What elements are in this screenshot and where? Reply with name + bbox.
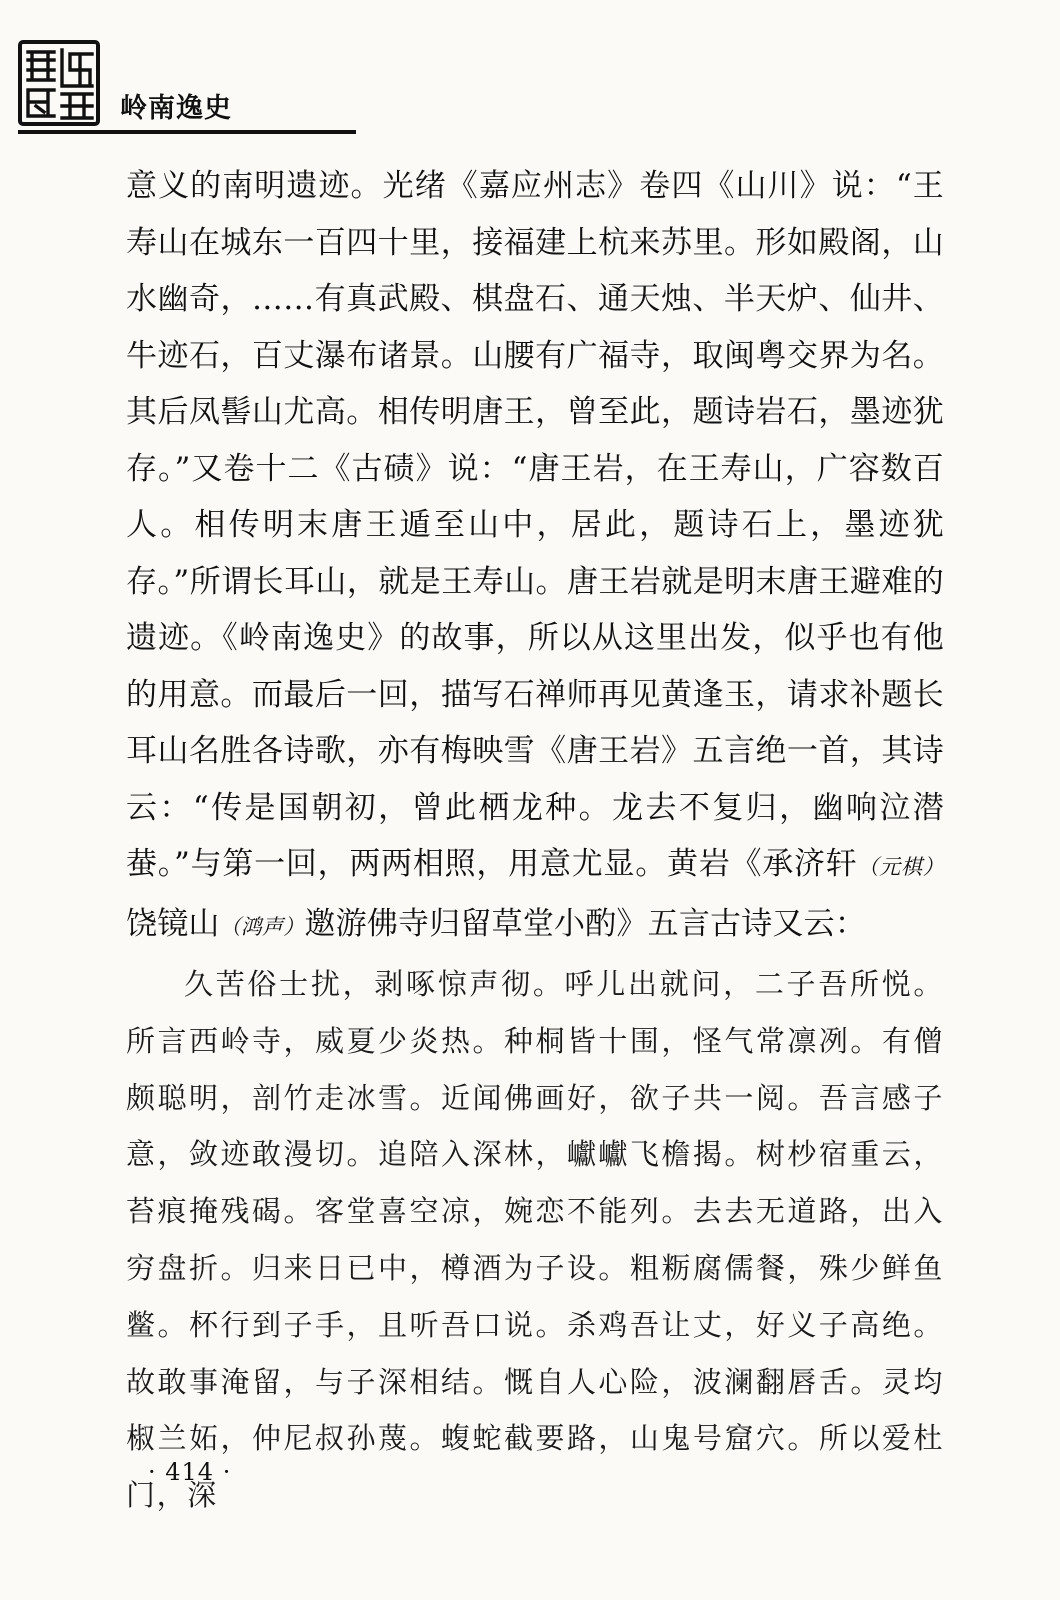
- body-text-part1: 意义的南明遗迹。光绪《嘉应州志》卷四《山川》说：“王寿山在城东一百四十里，接福建上杭来苏里。形如殿阁，山水幽奇，……有真武殿、棋盘石、通天烛、半天炉、仙井、牛迹石，百丈瀑布诸景。山腰有广福寺，取闽粤交界为名。其后凤髻山尤高。相传明唐王，曾至此，题诗岩石，墨迹犹存。”又卷十二《古碛》说：“唐王岩，在王寿山，广容数百人。相传明末唐王遁至山中，居此，题诗石上，墨迹犹存。”所谓长耳山，就是王寿山。唐王岩就是明末唐王避难的遗迹。《岭南逸史》的故事，所以从这里出发，似乎也有他的用意。而最后一回，描写石禅师再见黄逢玉，请求补题长耳山名胜各诗歌，亦有梅映雪《唐王岩》五言绝一首，其诗云：“传是国朝初，曾此栖龙种。龙去不复归，幽响泣潜蛬。”与第一回，两两相照，用意尤显。黄岩《承济轩: [126, 168, 944, 882]
- body-text-part3: 邀游佛寺归留草堂小酌》五言古诗又云：: [304, 905, 867, 942]
- inline-note-yuanqi: （元棋）: [857, 855, 944, 879]
- inline-note-hongsheng: （鸿声）: [219, 914, 305, 939]
- body-text-part2: 饶镜山: [126, 905, 220, 942]
- header-rule: [18, 130, 356, 134]
- page-number: · 414 ·: [148, 1458, 232, 1486]
- body-paragraph: [126, 158, 944, 955]
- poem-block: 久苦俗士扰，剥啄惊声彻。呼儿出就问，二子吾所悦。所言西岭寺，威夏少炎热。种桐皆十围，怪气常凛冽。有僧颇聪明，剖竹走冰雪。近闻佛画好，欲子共一阅。吾言感子意，敛迹敢漫切。追陪入深林，巘巘飞檐揭。树杪宿重云，苔痕掩残碣。客堂喜空凉，婉恋不能列。去去无道路，出入穷盘折。归来日已中，樽酒为子设。粗粝腐儒餐，殊少鲜鱼鳖。杯行到子手，且听吾口说。杀鸡吾让丈，好义子高绝。故敢事淹留，与子深相结。慨自人心险，波澜翻唇舌。灵均椒兰妬，仲尼叔孙蔑。蝮蛇截要路，山鬼号窟穴。所以爱杜门，深: [126, 967, 944, 1513]
- seal-stamp-icon: [18, 40, 100, 126]
- running-header-title: 岭南逸史: [120, 93, 232, 124]
- main-text: [126, 158, 944, 1524]
